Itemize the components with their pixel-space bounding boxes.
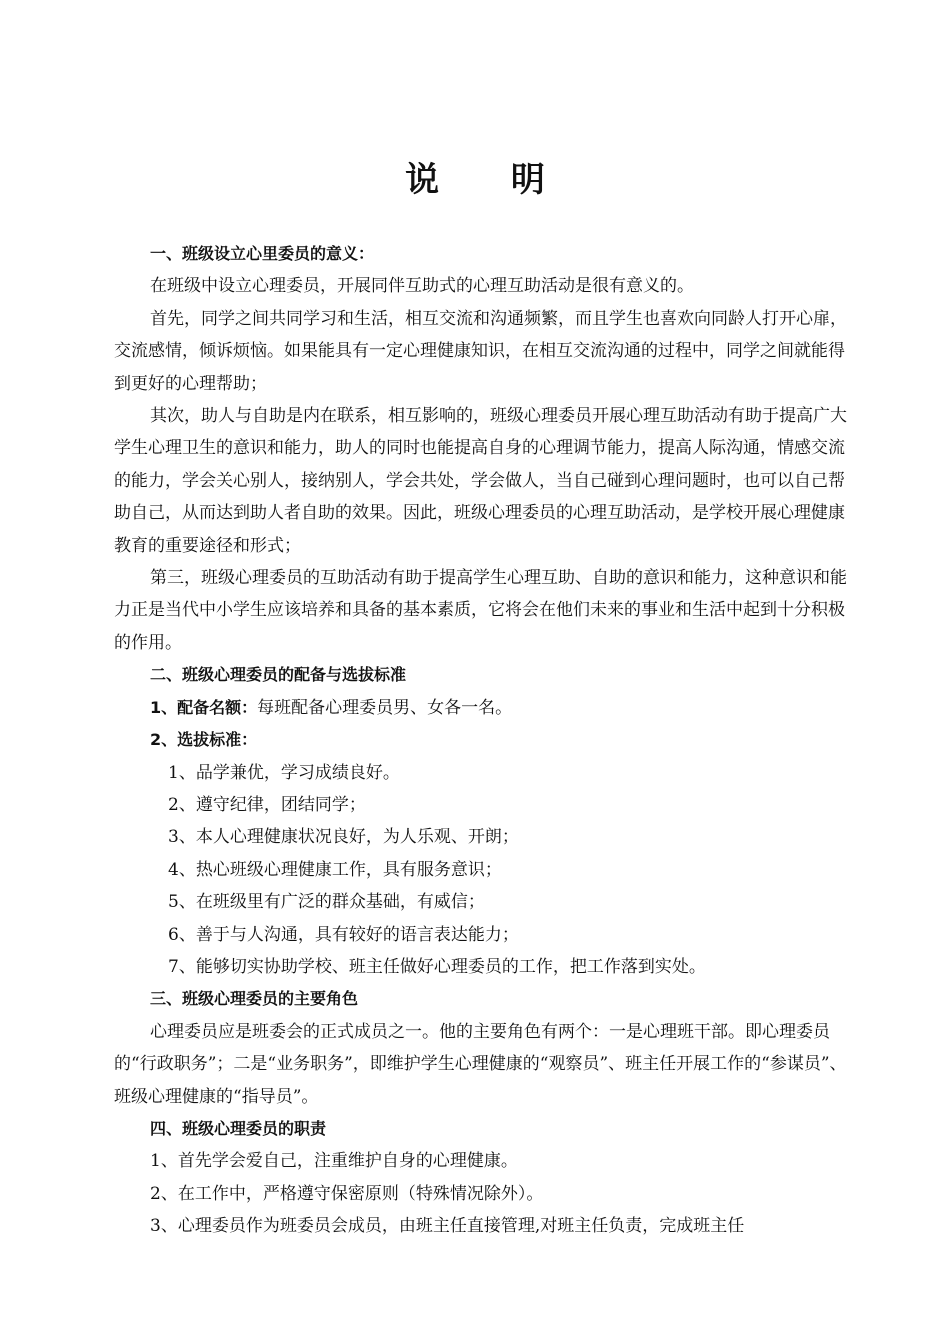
section-3-heading: 三、班级心理委员的主要角色 — [150, 989, 359, 1009]
section-2-heading: 二、班级心理委员的配备与选拔标准 — [150, 665, 407, 685]
page-title: 说 明 — [405, 160, 575, 200]
criteria-item: 7、能够切实协助学校、班主任做好心理委员的工作，把工作落到实处。 — [168, 956, 706, 977]
duty-item: 2、在工作中，严格遵守保密原则（特殊情况除外）。 — [150, 1183, 544, 1204]
duty-item: 3、心理委员作为班委员会成员，由班主任直接管理,对班主任负责，完成班主任 — [150, 1216, 745, 1237]
section-1-heading: 一、班级设立心里委员的意义： — [150, 244, 375, 263]
criteria-label: 2、选拔标准： — [150, 730, 258, 750]
criteria-item: 6、善于与人沟通，具有较好的语言表达能力； — [168, 924, 519, 945]
quota-text: 每班配备心理委员男、女各一名。 — [257, 697, 513, 718]
criteria-item: 2、遵守纪律，团结同学； — [168, 794, 366, 815]
section-4-heading: 四、班级心理委员的职责 — [150, 1118, 327, 1138]
document-body — [114, 238, 848, 1243]
section-1-paragraph-3: 其次，助人与自助是内在联系，相互影响的，班级心理委员开展心理互助活动有助于提高广大学生心理卫生的意识和能力，助人的同时也能提高自身的心理调节能力，提高人际沟通，情感交流的能力，学会关心别人，接纳别人，学会共处，学会做人，当自己碰到心理问题时，也可以自己帮助自己，从而达到助人者自助的效果。因此，班级心理委员的心理互助活动，是学校开展心理健康教育的重要途径和形式； — [114, 406, 847, 556]
quota-label: 1、配备名额： — [150, 697, 258, 717]
section-1-paragraph-2: 首先，同学之间共同学习和生活，相互交流和沟通频繁，而且学生也喜欢向同龄人打开心扉，交流感情，倾诉烦恼。如果能具有一定心理健康知识，在相互交流沟通的过程中，同学之间就能得到更好的心理帮助； — [114, 308, 847, 394]
criteria-item: 4、热心班级心理健康工作，具有服务意识； — [168, 859, 502, 880]
quota-line — [114, 692, 848, 724]
duty-item: 1、首先学会爱自己，注重维护自身的心理健康。 — [150, 1151, 518, 1172]
criteria-item: 3、本人心理健康状况良好，为人乐观、开朗； — [168, 827, 519, 848]
section-1-paragraph-1: 在班级中设立心理委员，开展同伴互助式的心理互助活动是很有意义的。 — [150, 276, 694, 297]
criteria-item: 1、品学兼优，学习成绩良好。 — [168, 762, 400, 783]
section-3-paragraph-1: 心理委员应是班委会的正式成员之一。他的主要角色有两个：一是心理班干部。即心理委员的“行政职务”；二是“业务职务”，即维护学生心理健康的“观察员”、班主任开展工作的“参谋员”、班级心理健康的“指导员”。 — [114, 1021, 847, 1107]
section-1-paragraph-4: 第三，班级心理委员的互助活动有助于提高学生心理互助、自助的意识和能力，这种意识和能力正是当代中小学生应该培养和具备的基本素质，它将会在他们未来的事业和生活中起到十分积极的作用。 — [114, 568, 847, 653]
criteria-line — [114, 724, 848, 756]
criteria-item: 5、在班级里有广泛的群众基础，有威信； — [168, 892, 485, 913]
